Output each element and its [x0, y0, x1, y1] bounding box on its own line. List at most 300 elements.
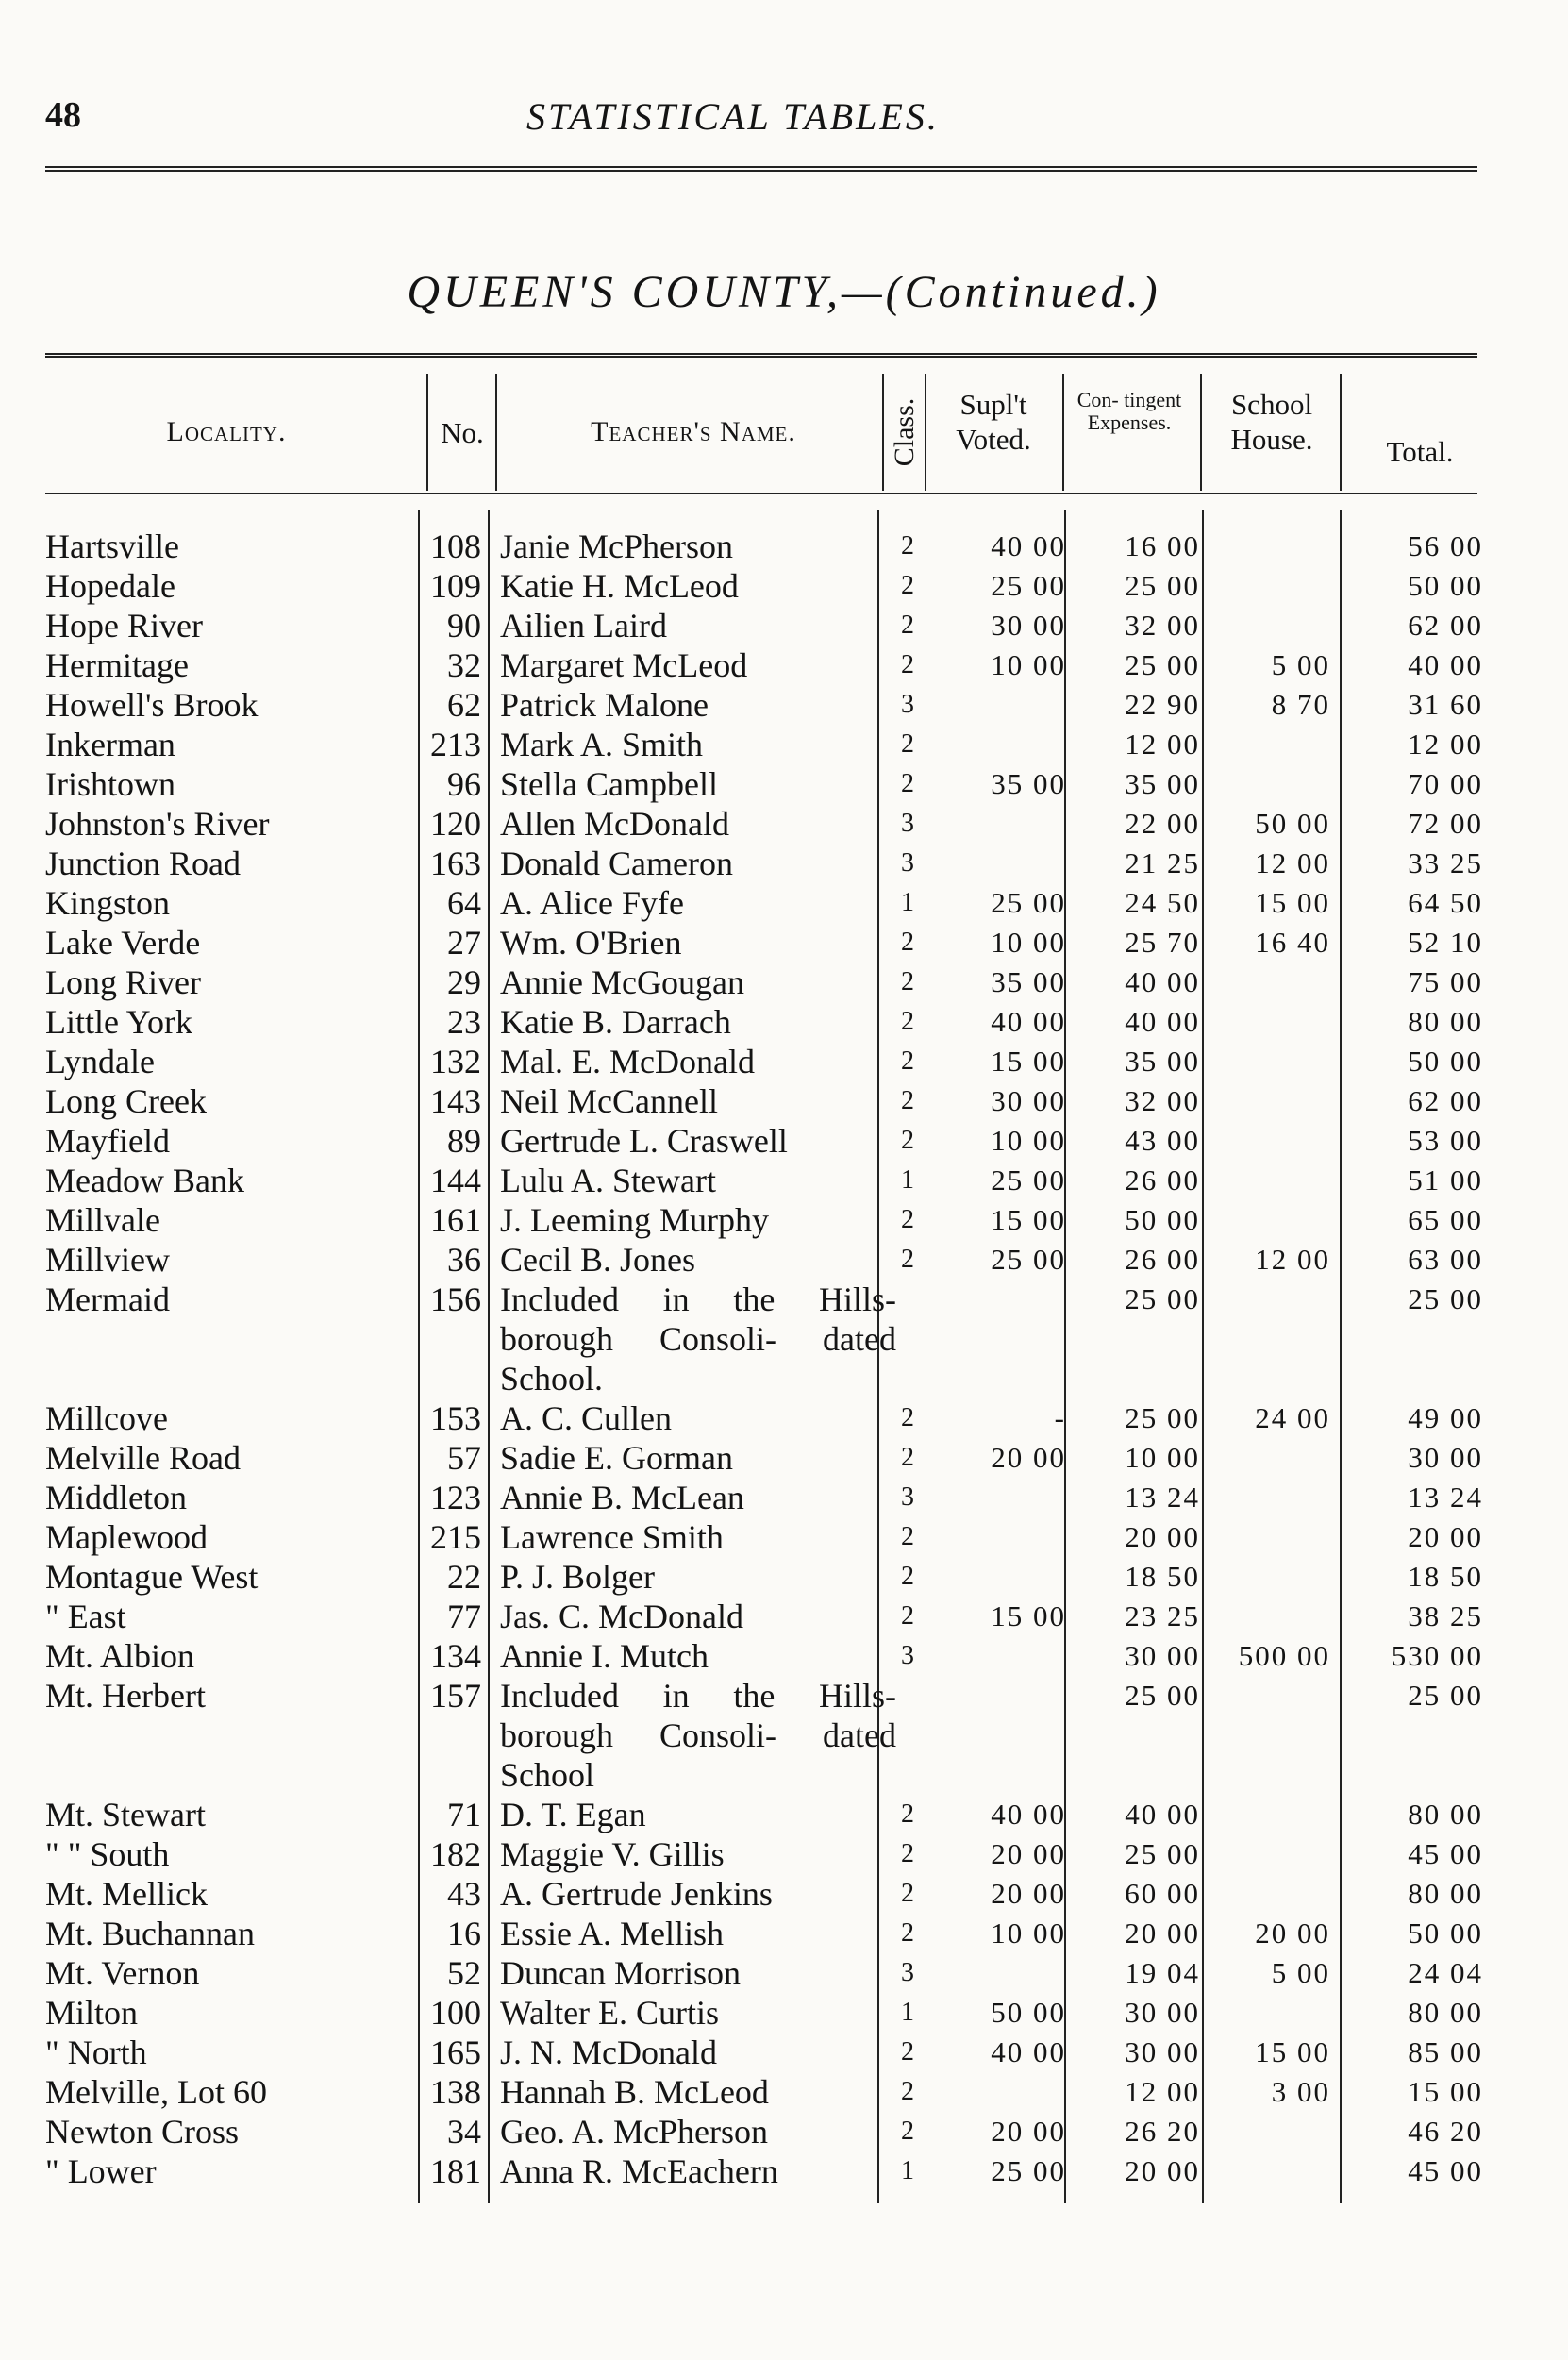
number-cell: 157	[430, 1677, 481, 1715]
page-header	[45, 94, 1479, 151]
contingent-cell: 25 00	[1125, 1282, 1200, 1315]
contingent-cell: 22 90	[1125, 688, 1200, 721]
table-row	[0, 804, 1568, 844]
teacher-cell: Jas. C. McDonald	[500, 1598, 743, 1635]
table-row	[0, 1280, 1568, 1398]
locality-cell: Long Creek	[45, 1082, 207, 1120]
supplement-cell: 40 00	[991, 2035, 1066, 2068]
locality-cell: Little York	[45, 1003, 193, 1041]
total-cell: 80 00	[1408, 1005, 1483, 1038]
locality-cell: Millcove	[45, 1399, 168, 1437]
contingent-cell: 12 00	[1125, 728, 1200, 761]
locality-cell: Meadow Bank	[45, 1162, 244, 1199]
number-cell: 64	[447, 884, 481, 922]
contingent-cell: 22 00	[1125, 807, 1200, 840]
class-cell: 2	[901, 650, 914, 679]
teacher-cell: Gertrude L. Craswell	[500, 1122, 788, 1160]
teacher-cell: Allen McDonald	[500, 805, 729, 843]
locality-cell: Inkerman	[45, 726, 175, 763]
table-row	[0, 844, 1568, 883]
table-row	[0, 2151, 1568, 2191]
col-header-locality: Locality.	[166, 416, 287, 447]
locality-cell: " East	[45, 1598, 126, 1635]
number-cell: 134	[430, 1637, 481, 1675]
class-cell: 2	[901, 1562, 914, 1591]
school-house-cell: 500 00	[1238, 1639, 1330, 1672]
number-cell: 181	[430, 2152, 481, 2190]
total-cell: 85 00	[1408, 2035, 1483, 2068]
supplement-cell: 25 00	[991, 2154, 1066, 2187]
teacher-cell: Neil McCannell	[500, 1082, 718, 1120]
contingent-cell: 24 50	[1125, 886, 1200, 919]
table-row	[0, 1478, 1568, 1517]
supplement-cell: 20 00	[991, 2115, 1066, 2148]
number-cell: 36	[447, 1241, 481, 1279]
class-cell: 2	[901, 1403, 914, 1432]
locality-cell: Mayfield	[45, 1122, 170, 1160]
total-cell: 75 00	[1408, 965, 1483, 998]
school-house-cell: 15 00	[1255, 886, 1330, 919]
supplement-cell: 25 00	[991, 1243, 1066, 1276]
teacher-cell: A. C. Cullen	[500, 1399, 673, 1437]
total-cell: 38 25	[1408, 1599, 1483, 1632]
contingent-cell: 25 00	[1125, 1679, 1200, 1712]
total-cell: 53 00	[1408, 1124, 1483, 1157]
table-row	[0, 1200, 1568, 1240]
class-cell: 1	[901, 2156, 914, 2185]
teacher-cell: Duncan Morrison	[500, 1954, 741, 1992]
number-cell: 123	[430, 1479, 481, 1516]
teacher-cell: J. Leeming Murphy	[500, 1201, 769, 1239]
number-cell: 52	[447, 1954, 481, 1992]
col-header-class: Class.	[889, 397, 920, 467]
number-cell: 109	[430, 567, 481, 605]
number-cell: 163	[430, 845, 481, 882]
locality-cell: Milton	[45, 1994, 139, 2032]
locality-cell: Mt. Stewart	[45, 1796, 206, 1833]
class-cell: 2	[901, 729, 914, 759]
number-cell: 120	[430, 805, 481, 843]
school-house-cell: 16 40	[1255, 926, 1330, 959]
total-cell: 18 50	[1408, 1560, 1483, 1593]
locality-cell: Mt. Buchannan	[45, 1915, 255, 1952]
total-cell: 62 00	[1408, 1084, 1483, 1117]
contingent-cell: 21 25	[1125, 846, 1200, 879]
table-row	[0, 1517, 1568, 1557]
total-cell: 24 04	[1408, 1956, 1483, 1989]
supplement-cell: 35 00	[991, 767, 1066, 800]
teacher-cell: Ailien Laird	[500, 607, 667, 644]
total-cell: 62 00	[1408, 609, 1483, 642]
contingent-cell: 18 50	[1125, 1560, 1200, 1593]
header-divider	[1340, 374, 1342, 491]
locality-cell: Lake Verde	[45, 924, 201, 962]
locality-cell: Mt. Herbert	[45, 1677, 206, 1715]
contingent-cell: 23 25	[1125, 1599, 1200, 1632]
total-cell: 20 00	[1408, 1520, 1483, 1553]
locality-cell: Maplewood	[45, 1518, 208, 1556]
supplement-cell: 20 00	[991, 1441, 1066, 1474]
total-cell: 40 00	[1408, 648, 1483, 681]
locality-cell: " Lower	[45, 2152, 157, 2190]
supplement-cell: 10 00	[991, 926, 1066, 959]
locality-cell: Hermitage	[45, 646, 189, 684]
number-cell: 182	[430, 1835, 481, 1873]
locality-cell: Millview	[45, 1241, 170, 1279]
teacher-cell: Donald Cameron	[500, 845, 733, 882]
total-cell: 31 60	[1408, 688, 1483, 721]
contingent-cell: 32 00	[1125, 1084, 1200, 1117]
class-cell: 1	[901, 1165, 914, 1195]
total-cell: 63 00	[1408, 1243, 1483, 1276]
teacher-cell: Walter E. Curtis	[500, 1994, 720, 2032]
table-row	[0, 1438, 1568, 1478]
total-cell: 15 00	[1408, 2075, 1483, 2108]
total-cell: 46 20	[1408, 2115, 1483, 2148]
teacher-cell: P. J. Bolger	[500, 1558, 656, 1596]
class-cell: 3	[901, 809, 914, 838]
total-cell: 50 00	[1408, 1045, 1483, 1078]
teacher-cell: Sadie E. Gorman	[500, 1439, 733, 1477]
school-house-cell: 24 00	[1255, 1401, 1330, 1434]
total-cell: 80 00	[1408, 1798, 1483, 1831]
number-cell: 90	[447, 607, 481, 644]
number-cell: 100	[430, 1994, 481, 2032]
teacher-cell: Annie McGougan	[500, 963, 744, 1001]
supplement-cell: 15 00	[991, 1599, 1066, 1632]
total-cell: 13 24	[1408, 1481, 1483, 1514]
locality-cell: Hope River	[45, 607, 203, 644]
contingent-cell: 12 00	[1125, 2075, 1200, 2108]
contingent-cell: 35 00	[1125, 767, 1200, 800]
teacher-cell: Included in the Hills- borough Consoli- dated School.	[500, 1280, 896, 1398]
number-cell: 71	[447, 1796, 481, 1833]
teacher-cell: D. T. Egan	[500, 1796, 646, 1833]
class-cell: 2	[901, 1205, 914, 1234]
col-header-teacher: Teacher's Name.	[591, 416, 796, 447]
table-row	[0, 527, 1568, 566]
class-cell: 2	[901, 531, 914, 561]
table-row	[0, 1993, 1568, 2033]
total-cell: 25 00	[1408, 1282, 1483, 1315]
table-row	[0, 962, 1568, 1002]
contingent-cell: 32 00	[1125, 609, 1200, 642]
supplement-cell: 15 00	[991, 1045, 1066, 1078]
number-cell: 138	[430, 2073, 481, 2111]
supplement-cell: 10 00	[991, 1124, 1066, 1157]
number-cell: 156	[430, 1280, 481, 1318]
school-house-cell: 5 00	[1271, 1956, 1330, 1989]
header-divider	[1200, 374, 1202, 491]
total-cell: 70 00	[1408, 767, 1483, 800]
teacher-cell: Geo. A. McPherson	[500, 2113, 768, 2151]
class-cell: 2	[901, 1245, 914, 1274]
contingent-cell: 20 00	[1125, 1916, 1200, 1950]
school-house-cell: 5 00	[1271, 648, 1330, 681]
number-cell: 43	[447, 1875, 481, 1913]
supplement-cell: 35 00	[991, 965, 1066, 998]
supplement-cell: 40 00	[991, 1005, 1066, 1038]
teacher-cell: Patrick Malone	[500, 686, 709, 724]
school-house-cell: 20 00	[1255, 1916, 1330, 1950]
locality-cell: Montague West	[45, 1558, 259, 1596]
total-cell: 64 50	[1408, 886, 1483, 919]
table-row	[0, 1636, 1568, 1676]
teacher-cell: Maggie V. Gillis	[500, 1835, 725, 1873]
number-cell: 144	[430, 1162, 481, 1199]
supplement-cell: 30 00	[991, 1084, 1066, 1117]
table-row	[0, 725, 1568, 764]
total-cell: 65 00	[1408, 1203, 1483, 1236]
class-cell: 2	[901, 928, 914, 957]
class-cell: 2	[901, 571, 914, 600]
number-cell: 96	[447, 765, 481, 803]
total-cell: 45 00	[1408, 2154, 1483, 2187]
contingent-cell: 30 00	[1125, 1639, 1200, 1672]
table-row	[0, 1953, 1568, 1993]
table-row	[0, 1398, 1568, 1438]
contingent-cell: 30 00	[1125, 1996, 1200, 2029]
number-cell: 23	[447, 1003, 481, 1041]
locality-cell: Howell's Brook	[45, 686, 259, 724]
supplement-cell: 25 00	[991, 569, 1066, 602]
contingent-cell: 25 00	[1125, 1401, 1200, 1434]
table-row	[0, 685, 1568, 725]
number-cell: 161	[430, 1201, 481, 1239]
teacher-cell: Katie H. McLeod	[500, 567, 739, 605]
teacher-cell: A. Gertrude Jenkins	[500, 1875, 773, 1913]
total-cell: 50 00	[1408, 569, 1483, 602]
contingent-cell: 35 00	[1125, 1045, 1200, 1078]
class-cell: 2	[901, 2117, 914, 2146]
contingent-cell: 25 00	[1125, 569, 1200, 602]
locality-cell: Junction Road	[45, 845, 241, 882]
class-cell: 2	[901, 1046, 914, 1076]
col-header-school-house: School House.	[1230, 388, 1313, 457]
contingent-cell: 25 00	[1125, 648, 1200, 681]
table-row	[0, 2033, 1568, 2072]
teacher-cell: Cecil B. Jones	[500, 1241, 695, 1279]
number-cell: 27	[447, 924, 481, 962]
table-row	[0, 1834, 1568, 1874]
locality-cell: Mt. Vernon	[45, 1954, 200, 1992]
contingent-cell: 26 20	[1125, 2115, 1200, 2148]
table-row	[0, 1676, 1568, 1795]
number-cell: 215	[430, 1518, 481, 1556]
school-house-cell: 12 00	[1255, 1243, 1330, 1276]
class-cell: 2	[901, 1086, 914, 1115]
total-cell: 530 00	[1391, 1639, 1483, 1672]
table-row	[0, 923, 1568, 962]
supplement-cell: 30 00	[991, 609, 1066, 642]
class-cell: 2	[901, 1007, 914, 1036]
contingent-cell: 25 00	[1125, 1837, 1200, 1870]
number-cell: 165	[430, 2034, 481, 2071]
header-divider	[882, 374, 884, 491]
page-number: 48	[45, 95, 81, 135]
table-row	[0, 1121, 1568, 1161]
supplement-cell: 25 00	[991, 886, 1066, 919]
locality-cell: Middleton	[45, 1479, 187, 1516]
table-row	[0, 1597, 1568, 1636]
supplement-cell: 10 00	[991, 648, 1066, 681]
total-cell: 33 25	[1408, 846, 1483, 879]
locality-cell: Newton Cross	[45, 2113, 239, 2151]
header-divider	[426, 374, 428, 491]
locality-cell: Long River	[45, 963, 201, 1001]
locality-cell: Millvale	[45, 1201, 160, 1239]
header-divider	[925, 374, 926, 491]
total-cell: 52 10	[1408, 926, 1483, 959]
teacher-cell: Essie A. Mellish	[500, 1915, 725, 1952]
table-row	[0, 1240, 1568, 1280]
locality-cell: " North	[45, 2034, 147, 2071]
teacher-cell: Anna R. McEachern	[500, 2152, 778, 2190]
header-divider	[495, 374, 497, 491]
number-cell: 16	[447, 1915, 481, 1952]
class-cell: 2	[901, 1126, 914, 1155]
contingent-cell: 20 00	[1125, 1520, 1200, 1553]
number-cell: 153	[430, 1399, 481, 1437]
table-row	[0, 606, 1568, 645]
table-row	[0, 1161, 1568, 1200]
header-bottom-rule	[45, 493, 1477, 494]
number-cell: 34	[447, 2113, 481, 2151]
total-cell: 80 00	[1408, 1877, 1483, 1910]
locality-cell: Melville Road	[45, 1439, 241, 1477]
teacher-cell: A. Alice Fyfe	[500, 884, 684, 922]
table-row	[0, 1914, 1568, 1953]
teacher-cell: Hannah B. McLeod	[500, 2073, 769, 2111]
class-cell: 1	[901, 1998, 914, 2027]
contingent-cell: 13 24	[1125, 1481, 1200, 1514]
supplement-cell: 40 00	[991, 1798, 1066, 1831]
class-cell: 2	[901, 1799, 914, 1829]
contingent-cell: 40 00	[1125, 1798, 1200, 1831]
contingent-cell: 26 00	[1125, 1163, 1200, 1197]
class-cell: 3	[901, 848, 914, 878]
class-cell: 2	[901, 1918, 914, 1948]
school-house-cell: 8 70	[1271, 688, 1330, 721]
school-house-cell: 12 00	[1255, 846, 1330, 879]
class-cell: 1	[901, 888, 914, 917]
teacher-cell: Included in the Hills- borough Consoli- dated School	[500, 1677, 896, 1794]
class-cell: 2	[901, 1522, 914, 1551]
locality-cell: Johnston's River	[45, 805, 270, 843]
contingent-cell: 60 00	[1125, 1877, 1200, 1910]
locality-cell: Kingston	[45, 884, 171, 922]
number-cell: 143	[430, 1082, 481, 1120]
total-cell: 25 00	[1408, 1679, 1483, 1712]
supplement-cell: 15 00	[991, 1203, 1066, 1236]
table-row	[0, 1042, 1568, 1081]
class-cell: 2	[901, 2077, 914, 2106]
total-cell: 51 00	[1408, 1163, 1483, 1197]
contingent-cell: 10 00	[1125, 1441, 1200, 1474]
total-cell: 50 00	[1408, 1916, 1483, 1950]
school-house-cell: 50 00	[1255, 807, 1330, 840]
contingent-cell: 50 00	[1125, 1203, 1200, 1236]
contingent-cell: 40 00	[1125, 965, 1200, 998]
class-cell: 2	[901, 611, 914, 640]
teacher-cell: Katie B. Darrach	[500, 1003, 731, 1041]
contingent-cell: 40 00	[1125, 1005, 1200, 1038]
locality-cell: Melville, Lot 60	[45, 2073, 267, 2111]
table-row	[0, 1557, 1568, 1597]
class-cell: 2	[901, 1601, 914, 1631]
total-cell: 56 00	[1408, 529, 1483, 562]
locality-cell: " " South	[45, 1835, 170, 1873]
class-cell: 3	[901, 1958, 914, 1987]
number-cell: 108	[430, 527, 481, 565]
table-row	[0, 1795, 1568, 1834]
total-cell: 12 00	[1408, 728, 1483, 761]
table-row	[0, 2112, 1568, 2151]
contingent-cell: 19 04	[1125, 1956, 1200, 1989]
total-cell: 30 00	[1408, 1441, 1483, 1474]
class-cell: 2	[901, 967, 914, 996]
total-cell: 72 00	[1408, 807, 1483, 840]
number-cell: 77	[447, 1598, 481, 1635]
table-row	[0, 566, 1568, 606]
teacher-cell: Lulu A. Stewart	[500, 1162, 716, 1199]
running-title: STATISTICAL TABLES.	[526, 95, 940, 138]
supplement-cell: 20 00	[991, 1877, 1066, 1910]
class-cell: 3	[901, 690, 914, 719]
number-cell: 57	[447, 1439, 481, 1477]
contingent-cell: 43 00	[1125, 1124, 1200, 1157]
class-cell: 2	[901, 1839, 914, 1868]
teacher-cell: Wm. O'Brien	[500, 924, 682, 962]
contingent-cell: 30 00	[1125, 2035, 1200, 2068]
class-cell: 2	[901, 1879, 914, 1908]
number-cell: 62	[447, 686, 481, 724]
contingent-cell: 26 00	[1125, 1243, 1200, 1276]
supplement-cell: 10 00	[991, 1916, 1066, 1950]
school-house-cell: 15 00	[1255, 2035, 1330, 2068]
teacher-cell: Lawrence Smith	[500, 1518, 724, 1556]
col-header-no: No.	[441, 416, 484, 449]
number-cell: 29	[447, 963, 481, 1001]
contingent-cell: 25 70	[1125, 926, 1200, 959]
col-header-contingent: Con- tingent Expenses.	[1076, 388, 1182, 435]
class-cell: 2	[901, 769, 914, 798]
school-house-cell: 3 00	[1271, 2075, 1330, 2108]
supplement-cell: 50 00	[991, 1996, 1066, 2029]
table-body	[0, 527, 1568, 2191]
contingent-cell: 16 00	[1125, 529, 1200, 562]
class-cell: 2	[901, 2037, 914, 2067]
header-rule	[45, 166, 1477, 172]
total-cell: 80 00	[1408, 1996, 1483, 2029]
class-cell: 3	[901, 1641, 914, 1670]
table-row	[0, 764, 1568, 804]
header-divider	[1062, 374, 1064, 491]
teacher-cell: Stella Campbell	[500, 765, 718, 803]
table-row	[0, 2072, 1568, 2112]
number-cell: 32	[447, 646, 481, 684]
locality-cell: Irishtown	[45, 765, 175, 803]
class-cell: 2	[901, 1443, 914, 1472]
table-row	[0, 1002, 1568, 1042]
number-cell: 132	[430, 1043, 481, 1080]
class-cell: 3	[901, 1482, 914, 1512]
table-title: QUEEN'S COUNTY,—(Continued.)	[407, 267, 1161, 317]
table-row	[0, 883, 1568, 923]
locality-cell: Hopedale	[45, 567, 175, 605]
teacher-cell: Annie B. McLean	[500, 1479, 744, 1516]
teacher-cell: Mal. E. McDonald	[500, 1043, 755, 1080]
